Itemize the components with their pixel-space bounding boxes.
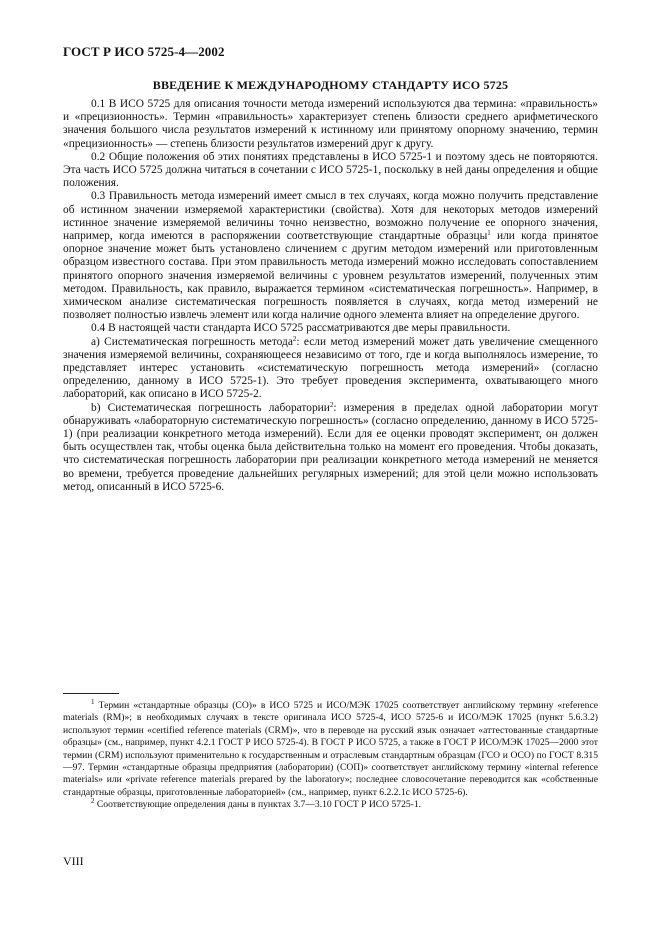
footnote-1-text: Термин «стандартные образцы (СО)» в ИСО 5725 и ИСО/МЭК 17025 соответствует английскому термину «reference materials (RM)»; в необходимых случаях в тексте оригинала ИСО 5725-4, ИСО 5725-6 и ИСО/МЭК 17025 (пункт 5.6.3.2) используют термин «certified reference materials (CRM)», что в переводе на русский язык означает «аттестованные стандартные образцы» (см., например, пункт 4.2.1 ГОСТ Р ИСО 5725-4). В ГОСТ Р ИСО 5725, а также в ГОСТ Р ИСО/МЭК 17025—2000 этот термин (CRM) используют применительно к государственным и отраслевым стандартным образцам (ГСО и ОСО) по ГОСТ 8.315—97. Термин «стандартные образцы предприятия (лаборатории) (СОП)» соответствует английскому термину «internal reference materials» или «private reference materials prepared by the laboratory»; последнее словосочетание переводится как «собственные стандартные образцы, приготовленные лабораторией» (см., например, пункт 6.2.2.1с ИСО 5725-6). xyxy=(63,700,598,798)
paragraph-0-3 xyxy=(63,190,598,322)
paragraph-0-1: 0.1 В ИСО 5725 для описания точности метода измерений используются два термина: «правильность» и «прецизионность». Термин «правильность» характеризует степень близости среднего арифметического значения большого числа результатов измерений к истинному или принятому опорному значению, термин «прецизионность» — степень близости результатов измерений друг к другу. xyxy=(63,98,598,150)
footnote-separator xyxy=(63,693,119,694)
paragraph-0-3-text-a: 0.3 Правильность метода измерений имеет смысл в тех случаях, когда можно получить представление об истинном значении измеряемой характеристики (свойства). Хотя для некоторых методов измерений истинное значение измеряемой величины точно неизвестно, возможно получение ее опорного значения, например, когда имеются в распоряжении соответствующие стандартные образцы xyxy=(63,190,598,243)
body-text xyxy=(63,98,598,494)
paragraph-0-4: 0.4 В настоящей части стандарта ИСО 5725 рассматриваются две меры правильности. xyxy=(91,322,511,335)
paragraph-0-2: 0.2 Общие положения об этих понятиях представлены в ИСО 5725-1 и поэтому здесь не повторяются. Эта часть ИСО 5725 должна читаться в сочетании с ИСО 5725-1, поскольку в ней даны определения и общие положения. xyxy=(63,150,598,190)
footnote-2 xyxy=(63,799,598,811)
footnote-ref-1: 1 xyxy=(487,229,491,238)
item-a-text-b: : если метод измерений может дать увеличение смещенного значения измеряемой величины, сохраняющееся независимо от того, где и когда выполнялось измерение, то представляет интерес установить «систематическую погрешность метода измерений» (согласно определению, данному в ИСО 5725-1). Это требует проведения эксперимента, охватывающего много лабораторий, как описано в ИСО 5725-2. xyxy=(63,335,598,401)
item-b-text-b: : измерения в пределах одной лаборатории могут обнаруживать «лабораторную систематическую погрешность» (согласно определению, данному в ИСО 5725-1) (при реализации конкретного метода измерений). Если для ее оценки проводят эксперимент, он должен быть осуществлен так, чтобы оценка была действительна только на момент его проведения. Чтобы доказать, что систематическая погрешность лаборатории при реализации конкретного метода измерений не меняется во времени, требуется проведение дальнейших регулярных измерений; для этой цели можно использовать метод, описанный в ИСО 5725-6. xyxy=(63,401,598,493)
footnote-marker-1: 1 xyxy=(91,698,95,706)
item-a-text-a: а) Систематическая погрешность метода xyxy=(91,335,293,348)
paragraph-item-b xyxy=(63,402,598,494)
footnote-2-text: Соответствующие определения даны в пунктах 3.7—3.10 ГОСТ Р ИСО 5725-1. xyxy=(94,799,422,811)
footnotes xyxy=(63,700,598,812)
item-b-text-a: b) Систематическая погрешность лаборатории xyxy=(91,401,330,414)
section-title: ВВЕДЕНИЕ К МЕЖДУНАРОДНОМУ СТАНДАРТУ ИСО 5725 xyxy=(152,78,509,92)
footnote-1 xyxy=(63,700,598,799)
footnote-ref-2: 2 xyxy=(329,400,334,409)
footnote-ref-2: 2 xyxy=(292,334,297,343)
page-number: VIII xyxy=(63,854,84,868)
document-code-header: ГОСТ Р ИСО 5725-4—2002 xyxy=(63,44,225,59)
paragraph-0-3-text-b: или когда принятое опорное значение может быть установлено сличением с другим методом измерений или приготовленным образцом известного состава. При этом правильность метода измерений можно исследовать сопоставлением принятого опорного значения измеряемой величины с уровнем результатов измерений, полученных этим методом. Правильность, как правило, выражается термином «систематическая погрешность». Например, в химическом анализе систематическая погрешность появляется в случаях, когда метод измерений не позволяет полностью извлечь элемент или когда наличие одного элемента влияет на определение другого. xyxy=(63,230,598,322)
footnote-marker-2: 2 xyxy=(91,797,95,806)
paragraph-item-a xyxy=(63,336,598,402)
